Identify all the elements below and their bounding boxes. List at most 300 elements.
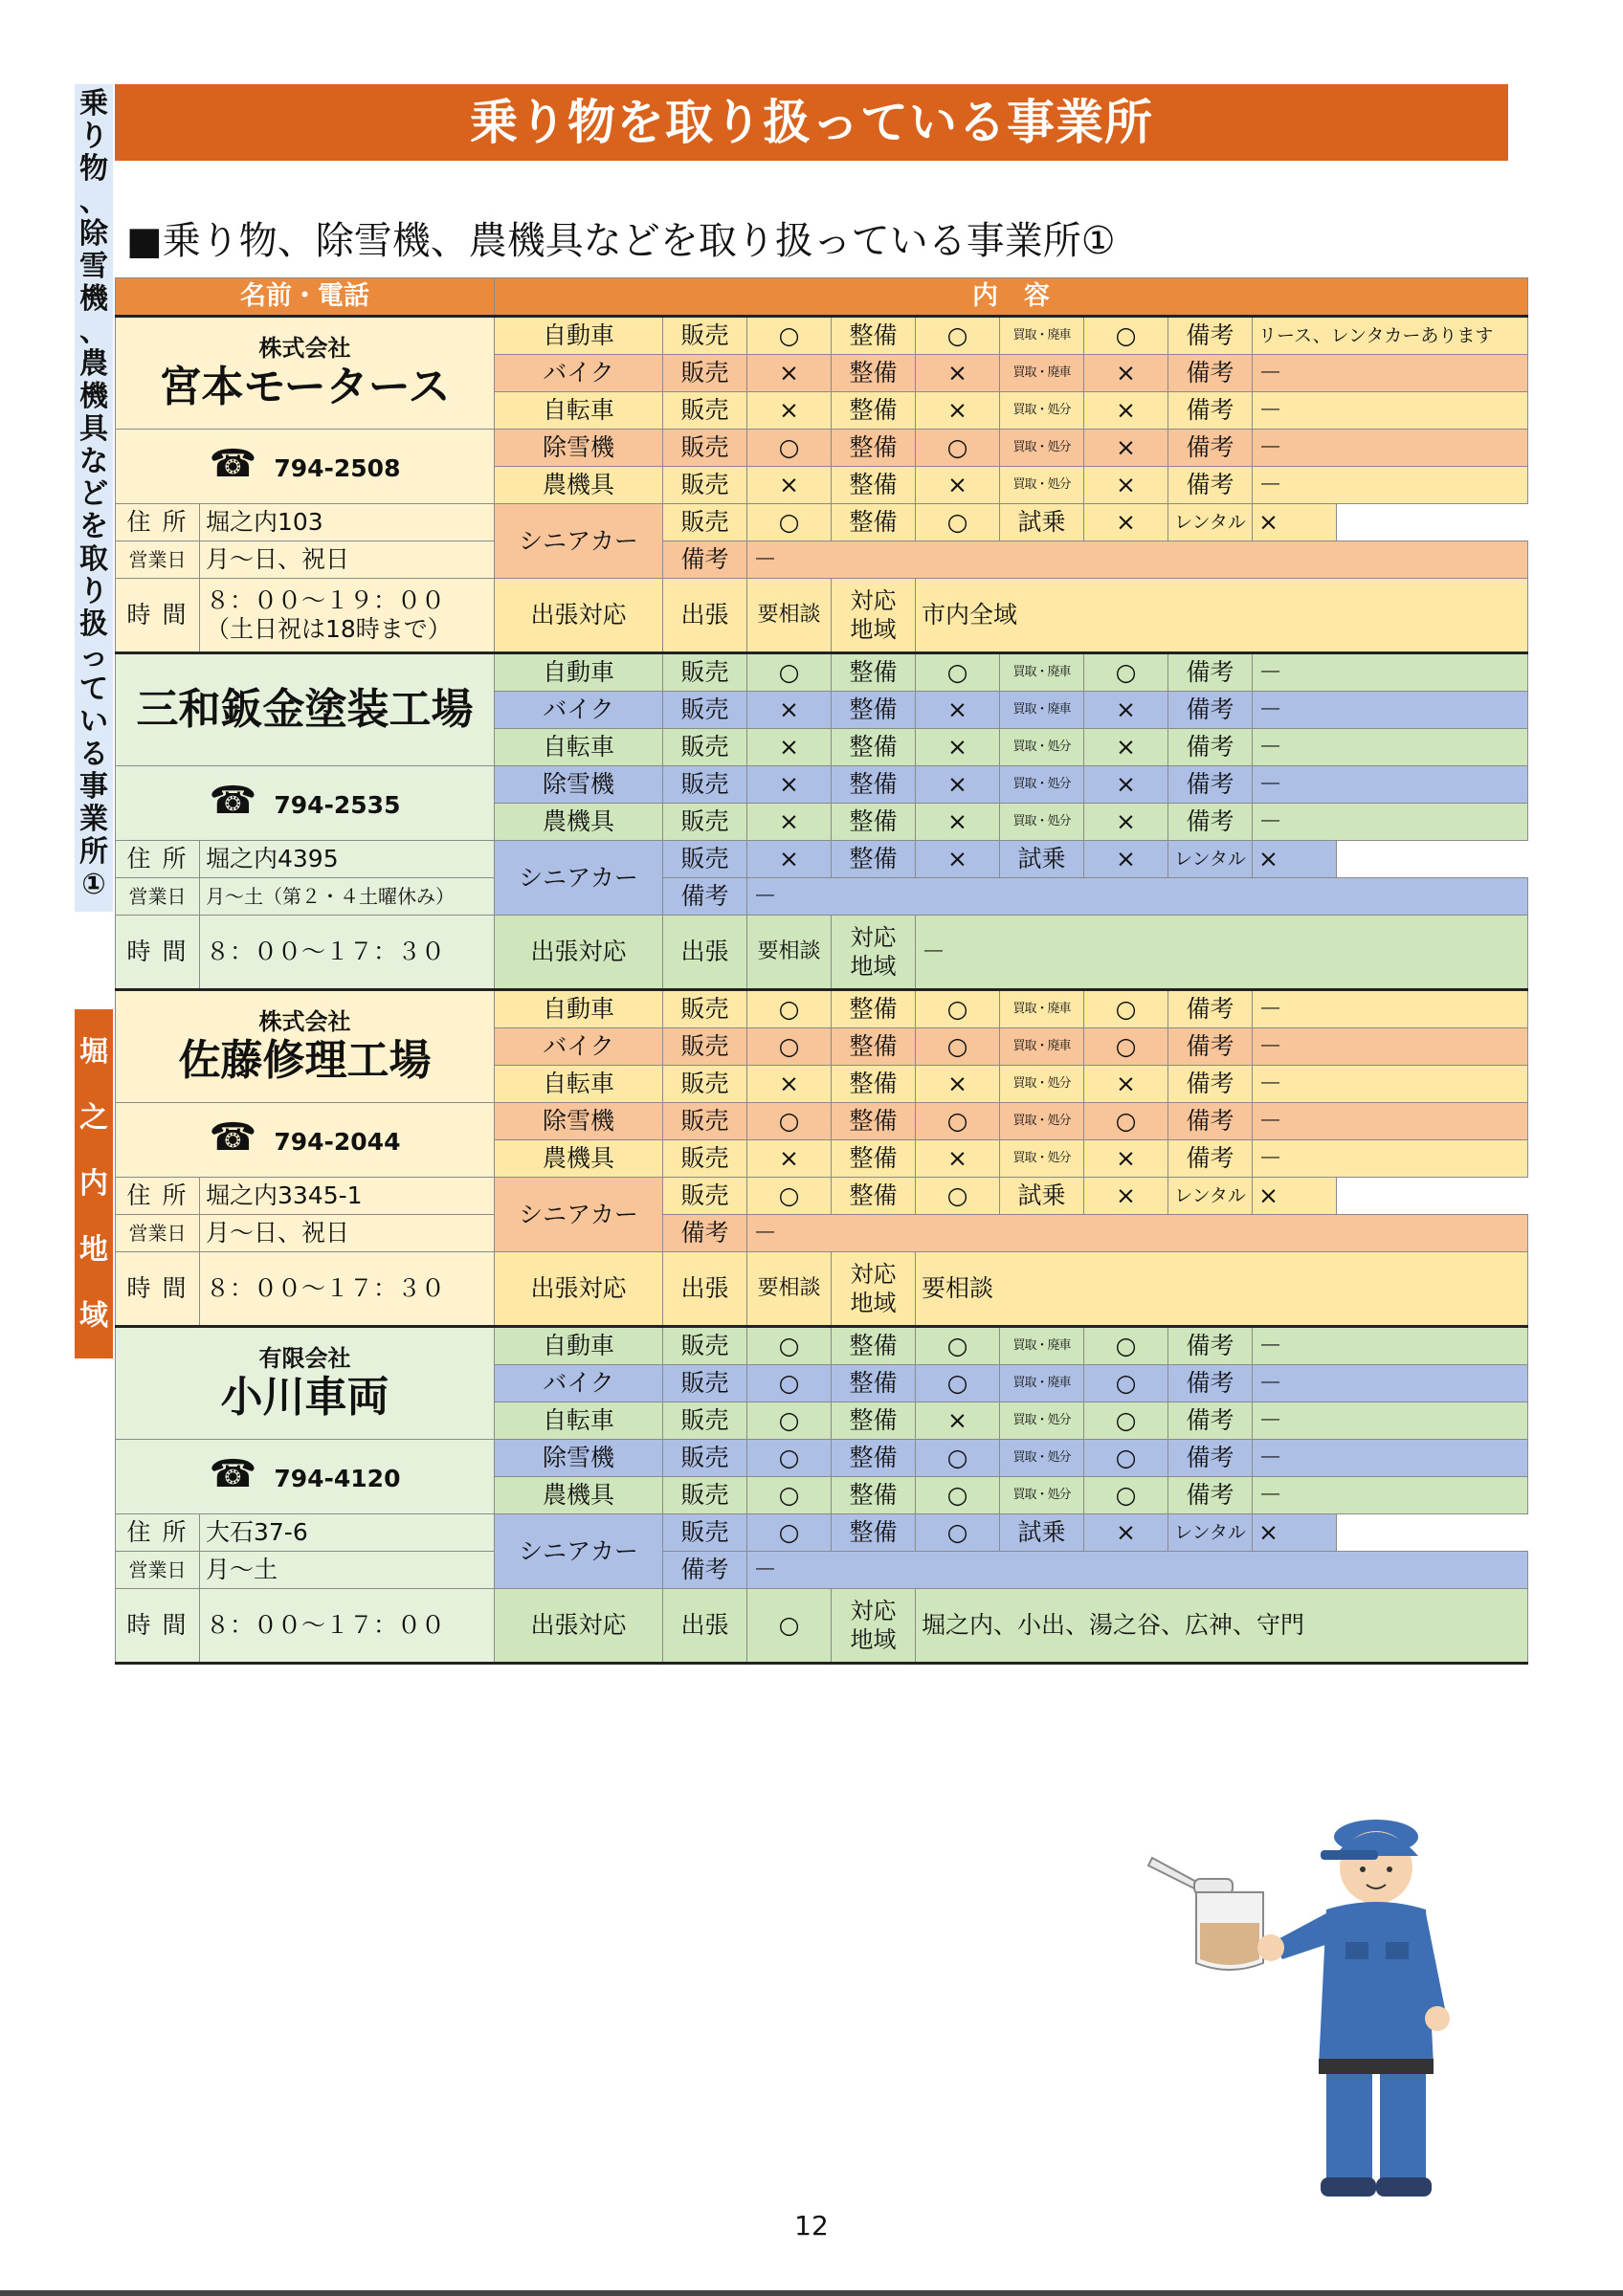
senior-notes-value: － <box>747 878 1528 916</box>
buy-value: ○ <box>1084 1327 1168 1365</box>
address-label: 住 所 <box>116 504 200 541</box>
sale-value: ○ <box>747 1440 832 1477</box>
notes-label: 備考 <box>1168 766 1253 804</box>
hours-cell <box>200 916 495 990</box>
address-value: 大石37-6 <box>200 1514 495 1552</box>
repair-value: ○ <box>916 317 1000 355</box>
rental-label: レンタル <box>1168 1514 1253 1552</box>
days-label: 営業日 <box>116 1215 200 1252</box>
trip-label: 出張 <box>663 1252 747 1327</box>
repair-value: × <box>916 392 1000 430</box>
buy-label: 買取・廃車 <box>1000 692 1084 729</box>
notes-label: 備考 <box>1168 1402 1253 1440</box>
rental-label: レンタル <box>1168 1178 1253 1215</box>
buy-label: 買取・処分 <box>1000 1440 1084 1477</box>
sale-label: 販売 <box>663 990 747 1028</box>
senior-notes-value: － <box>747 1215 1528 1252</box>
sale-label: 販売 <box>663 1514 747 1552</box>
days-label: 営業日 <box>116 1552 200 1589</box>
notes-value: － <box>1253 692 1528 729</box>
side-label-char: 機 <box>79 380 108 413</box>
repair-label: 整備 <box>832 1140 916 1178</box>
company-phone: 794-2508 <box>274 454 401 482</box>
repair-label: 整備 <box>832 1402 916 1440</box>
senior-rental-value: × <box>1253 1178 1337 1215</box>
company-name-cell <box>116 990 495 1103</box>
repair-label: 整備 <box>832 1028 916 1066</box>
sale-label: 販売 <box>663 1402 747 1440</box>
sale-label: 販売 <box>663 804 747 841</box>
senior-repair-value: ○ <box>916 1514 1000 1552</box>
area-label <box>832 916 916 990</box>
buy-label: 買取・処分 <box>1000 766 1084 804</box>
notes-label: 備考 <box>663 1215 747 1252</box>
repair-value: × <box>916 467 1000 504</box>
oil-can-icon <box>1148 1858 1263 1970</box>
sale-label: 販売 <box>663 1440 747 1477</box>
senior-sale-value: × <box>747 841 832 878</box>
area-label-line: 対応 <box>850 1598 897 1624</box>
notes-value: － <box>1253 990 1528 1028</box>
side-label-char: い <box>79 705 108 739</box>
hours-value: ８：００～１７：３０ <box>206 1274 446 1302</box>
area-label-line: 地域 <box>850 616 897 643</box>
trip-value: 要相談 <box>747 1252 832 1327</box>
senior-repair-value: ○ <box>916 1178 1000 1215</box>
sale-value: × <box>747 692 832 729</box>
trip-value: 要相談 <box>747 916 832 990</box>
buy-value: ○ <box>1084 1028 1168 1066</box>
notes-value: － <box>1253 1402 1528 1440</box>
repair-label: 整備 <box>832 990 916 1028</box>
phone-icon: ☎ <box>209 442 257 486</box>
notes-value: － <box>1253 1477 1528 1514</box>
trip-value: 要相談 <box>747 579 832 653</box>
hours-label: 時 間 <box>116 579 200 653</box>
area-label <box>832 1252 916 1327</box>
buy-value: × <box>1084 729 1168 766</box>
notes-label: 備考 <box>1168 1477 1253 1514</box>
address-label: 住 所 <box>116 1514 200 1552</box>
buy-value: ○ <box>1084 1440 1168 1477</box>
sale-label: 販売 <box>663 729 747 766</box>
side-label-char: 域 <box>79 1298 108 1333</box>
buy-label: 買取・処分 <box>1000 729 1084 766</box>
senior-sale-value: ○ <box>747 504 832 541</box>
buy-label: 買取・処分 <box>1000 1103 1084 1140</box>
repair-label: 整備 <box>832 692 916 729</box>
category-label: 農機具 <box>495 467 663 504</box>
repair-label: 整備 <box>832 1103 916 1140</box>
area-label <box>832 1589 916 1664</box>
area-label-line: 対応 <box>850 587 897 614</box>
category-label: 自動車 <box>495 1327 663 1365</box>
category-label: 自動車 <box>495 990 663 1028</box>
sale-value: ○ <box>747 1365 832 1402</box>
area-value: － <box>916 916 1528 990</box>
category-label: 除雪機 <box>495 766 663 804</box>
repair-value: ○ <box>916 653 1000 692</box>
company-name-cell <box>116 1327 495 1440</box>
area-value: 堀之内、小出、湯之谷、広神、守門 <box>916 1589 1528 1664</box>
senior-car-label: シニアカー <box>495 841 663 916</box>
repair-value: × <box>916 1066 1000 1103</box>
company-corp-type: 有限会社 <box>258 1345 351 1372</box>
buy-value: × <box>1084 392 1168 430</box>
senior-car-label: シニアカー <box>495 1514 663 1589</box>
buy-value: ○ <box>1084 1103 1168 1140</box>
sale-label: 販売 <box>663 1365 747 1402</box>
buy-value: × <box>1084 1140 1168 1178</box>
test-ride-label: 試乗 <box>1000 841 1084 878</box>
notes-label: 備考 <box>1168 355 1253 392</box>
table-row <box>116 878 1528 916</box>
side-label-char: 所 <box>79 835 108 869</box>
sale-label: 販売 <box>663 1477 747 1514</box>
table-row <box>116 1103 1528 1140</box>
company-phone-cell <box>116 1103 495 1178</box>
sale-label: 販売 <box>663 317 747 355</box>
test-ride-label: 試乗 <box>1000 1514 1084 1552</box>
repair-value: ○ <box>916 1477 1000 1514</box>
buy-label: 買取・廃車 <box>1000 1365 1084 1402</box>
buy-value: × <box>1084 355 1168 392</box>
table-row <box>116 504 1528 541</box>
category-label: バイク <box>495 692 663 729</box>
address-value: 堀之内4395 <box>200 841 495 878</box>
notes-label: 備考 <box>1168 392 1253 430</box>
notes-label: 備考 <box>1168 317 1253 355</box>
notes-value: － <box>1253 1327 1528 1365</box>
phone-icon: ☎ <box>209 1115 257 1159</box>
repair-label: 整備 <box>832 1477 916 1514</box>
side-label-bottom <box>75 1009 113 1358</box>
notes-label: 備考 <box>1168 1066 1253 1103</box>
sale-value: ○ <box>747 990 832 1028</box>
category-label: バイク <box>495 1028 663 1066</box>
company-phone-cell <box>116 766 495 841</box>
days-label: 営業日 <box>116 541 200 579</box>
sale-label: 販売 <box>663 1140 747 1178</box>
senior-test-value: × <box>1084 1514 1168 1552</box>
side-label-char: を <box>79 510 108 543</box>
page-number: 12 <box>794 2210 829 2241</box>
side-label-char: 取 <box>79 542 108 576</box>
repair-value: × <box>916 804 1000 841</box>
sale-label: 販売 <box>663 355 747 392</box>
hours-cell <box>200 1589 495 1664</box>
repair-label: 整備 <box>832 467 916 504</box>
notes-value: － <box>1253 355 1528 392</box>
area-label-line: 対応 <box>850 924 897 951</box>
sale-value: × <box>747 392 832 430</box>
header-content: 内 容 <box>495 278 1528 317</box>
side-label-char: 事 <box>79 770 108 804</box>
table-row <box>116 541 1528 579</box>
trip-label: 出張 <box>663 579 747 653</box>
company-name-cell <box>116 653 495 766</box>
address-value: 堀之内103 <box>200 504 495 541</box>
address-value: 堀之内3345-1 <box>200 1178 495 1215</box>
notes-label: 備考 <box>1168 804 1253 841</box>
address-label: 住 所 <box>116 1178 200 1215</box>
buy-label: 買取・廃車 <box>1000 990 1084 1028</box>
sale-value: ○ <box>747 1402 832 1440</box>
sale-label: 販売 <box>663 1327 747 1365</box>
senior-car-label: シニアカー <box>495 504 663 579</box>
repair-value: ○ <box>916 1103 1000 1140</box>
test-ride-label: 試乗 <box>1000 1178 1084 1215</box>
category-label: 自動車 <box>495 317 663 355</box>
buy-value: ○ <box>1084 1365 1168 1402</box>
notes-value: － <box>1253 1440 1528 1477</box>
notes-value: － <box>1253 430 1528 467</box>
senior-car-label: シニアカー <box>495 1178 663 1252</box>
category-label: 農機具 <box>495 1140 663 1178</box>
repair-label: 整備 <box>832 1178 916 1215</box>
notes-value: － <box>1253 804 1528 841</box>
side-label-char: な <box>79 445 108 478</box>
hours-cell <box>200 579 495 653</box>
table-row <box>116 1327 1528 1365</box>
business-table <box>115 277 1528 1665</box>
repair-value: × <box>916 729 1000 766</box>
side-label-char: 物 <box>79 152 108 186</box>
repair-value: ○ <box>916 1440 1000 1477</box>
sale-value: ○ <box>747 430 832 467</box>
company-phone-cell <box>116 1440 495 1514</box>
table-row <box>116 430 1528 467</box>
repair-value: × <box>916 1402 1000 1440</box>
buy-label: 買取・処分 <box>1000 1402 1084 1440</box>
side-label-char: 堀 <box>79 1034 108 1069</box>
senior-notes-value: － <box>747 1552 1528 1589</box>
sale-label: 販売 <box>663 1103 747 1140</box>
repair-label: 整備 <box>832 504 916 541</box>
table-row <box>116 1589 1528 1664</box>
notes-label: 備考 <box>1168 1140 1253 1178</box>
repair-value: ○ <box>916 430 1000 467</box>
company-phone: 794-2044 <box>274 1128 401 1156</box>
sale-value: × <box>747 766 832 804</box>
senior-rental-value: × <box>1253 841 1337 878</box>
company-name: 佐藤修理工場 <box>178 1036 432 1085</box>
visit-label: 出張対応 <box>495 1252 663 1327</box>
repair-value: × <box>916 1140 1000 1178</box>
buy-label: 買取・処分 <box>1000 1140 1084 1178</box>
repair-label: 整備 <box>832 1066 916 1103</box>
notes-value: － <box>1253 467 1528 504</box>
days-value: 月～土（第２・４土曜休み） <box>200 878 495 916</box>
hours-cell <box>200 1252 495 1327</box>
notes-label: 備考 <box>1168 1103 1253 1140</box>
senior-notes-value: － <box>747 541 1528 579</box>
category-label: 自動車 <box>495 653 663 692</box>
side-label-char: り <box>79 120 108 153</box>
side-label-char: 内 <box>79 1166 108 1201</box>
days-value: 月～日、祝日 <box>200 541 495 579</box>
test-ride-label: 試乗 <box>1000 504 1084 541</box>
side-label-char: 扱 <box>79 607 108 641</box>
sale-value: ○ <box>747 653 832 692</box>
repair-value: ○ <box>916 990 1000 1028</box>
senior-rental-value: × <box>1253 504 1337 541</box>
buy-value: × <box>1084 467 1168 504</box>
area-value: 要相談 <box>916 1252 1528 1327</box>
side-label-char: り <box>79 575 108 608</box>
area-label-line: 対応 <box>850 1261 897 1288</box>
area-label-line: 地域 <box>850 953 897 980</box>
section-subtitle: ■乗り物、除雪機、農機具などを取り扱っている事業所① <box>126 219 1116 263</box>
bottom-rule <box>0 2290 1623 2296</box>
trip-value: ○ <box>747 1589 832 1664</box>
category-label: 除雪機 <box>495 1440 663 1477</box>
category-label: バイク <box>495 1365 663 1402</box>
company-name: 三和鈑金塗装工場 <box>136 685 474 734</box>
repair-label: 整備 <box>832 766 916 804</box>
table-row <box>116 317 1528 355</box>
table-row <box>116 1514 1528 1552</box>
company-corp-type: 株式会社 <box>258 335 351 362</box>
company-corp-type: 株式会社 <box>258 1008 351 1035</box>
sale-value: ○ <box>747 1028 832 1066</box>
side-label-char: て <box>79 673 108 706</box>
address-label: 住 所 <box>116 841 200 878</box>
side-label-char: 、 <box>79 185 108 218</box>
sale-value: × <box>747 1140 832 1178</box>
senior-sale-value: ○ <box>747 1514 832 1552</box>
sale-value: ○ <box>747 1477 832 1514</box>
sale-label: 販売 <box>663 1178 747 1215</box>
notes-label: 備考 <box>1168 653 1253 692</box>
sale-label: 販売 <box>663 1028 747 1066</box>
phone-icon: ☎ <box>209 779 257 823</box>
buy-value: × <box>1084 1066 1168 1103</box>
buy-value: ○ <box>1084 1477 1168 1514</box>
side-label-char: ① <box>81 868 106 901</box>
notes-label: 備考 <box>1168 1028 1253 1066</box>
rental-label: レンタル <box>1168 504 1253 541</box>
side-label-top <box>75 84 113 912</box>
company-name: 宮本モータース <box>159 363 451 411</box>
sale-label: 販売 <box>663 392 747 430</box>
hours-label: 時 間 <box>116 916 200 990</box>
area-label-line: 地域 <box>850 1626 897 1653</box>
repair-label: 整備 <box>832 653 916 692</box>
sale-value: × <box>747 355 832 392</box>
sale-label: 販売 <box>663 430 747 467</box>
visit-label: 出張対応 <box>495 916 663 990</box>
category-label: 自転車 <box>495 1402 663 1440</box>
days-value: 月～土 <box>200 1552 495 1589</box>
buy-value: ○ <box>1084 1402 1168 1440</box>
page-banner: 乗り物を取り扱っている事業所 <box>115 84 1508 161</box>
repair-label: 整備 <box>832 430 916 467</box>
company-phone: 794-4120 <box>274 1465 401 1492</box>
sale-value: × <box>747 804 832 841</box>
side-label-char: 業 <box>79 803 108 836</box>
side-label-char: ど <box>79 477 108 511</box>
notes-value: － <box>1253 1365 1528 1402</box>
notes-value: － <box>1253 653 1528 692</box>
buy-value: × <box>1084 804 1168 841</box>
table-row <box>116 653 1528 692</box>
sale-value: × <box>747 729 832 766</box>
repair-value: ○ <box>916 1365 1000 1402</box>
table-row <box>116 579 1528 653</box>
buy-label: 買取・処分 <box>1000 430 1084 467</box>
notes-value: － <box>1253 1028 1528 1066</box>
repair-value: ○ <box>916 1028 1000 1066</box>
buy-value: ○ <box>1084 990 1168 1028</box>
side-label-char: 農 <box>79 347 108 381</box>
hours-value: ８：００～１７：００ <box>206 1611 446 1639</box>
area-label-line: 地域 <box>850 1290 897 1316</box>
senior-test-value: × <box>1084 1178 1168 1215</box>
buy-label: 買取・廃車 <box>1000 1327 1084 1365</box>
company-name: 小川車両 <box>220 1373 389 1422</box>
senior-repair-value: ○ <box>916 504 1000 541</box>
table-header <box>116 278 1528 317</box>
notes-label: 備考 <box>1168 1440 1253 1477</box>
notes-value: － <box>1253 392 1528 430</box>
sale-value: ○ <box>747 317 832 355</box>
side-label-char: 雪 <box>79 250 108 283</box>
sale-value: ○ <box>747 1103 832 1140</box>
table-row <box>116 1252 1528 1327</box>
repair-value: × <box>916 692 1000 729</box>
category-label: バイク <box>495 355 663 392</box>
side-label-char: っ <box>79 640 108 673</box>
side-label-char: 機 <box>79 282 108 316</box>
senior-sale-value: ○ <box>747 1178 832 1215</box>
days-label: 営業日 <box>116 878 200 916</box>
buy-value: × <box>1084 766 1168 804</box>
senior-repair-value: × <box>916 841 1000 878</box>
repair-label: 整備 <box>832 1440 916 1477</box>
repair-label: 整備 <box>832 317 916 355</box>
sale-value: × <box>747 467 832 504</box>
table-row <box>116 990 1528 1028</box>
notes-label: 備考 <box>1168 430 1253 467</box>
sale-value: ○ <box>747 1327 832 1365</box>
buy-label: 買取・処分 <box>1000 804 1084 841</box>
notes-label: 備考 <box>1168 990 1253 1028</box>
buy-label: 買取・廃車 <box>1000 355 1084 392</box>
table-row <box>116 1440 1528 1477</box>
mechanic-illustration <box>1129 1799 1455 2210</box>
hours-label: 時 間 <box>116 1589 200 1664</box>
notes-label: 備考 <box>1168 1327 1253 1365</box>
category-label: 農機具 <box>495 1477 663 1514</box>
rental-label: レンタル <box>1168 841 1253 878</box>
notes-value: － <box>1253 766 1528 804</box>
repair-label: 整備 <box>832 841 916 878</box>
side-label-char: 地 <box>79 1232 108 1267</box>
visit-label: 出張対応 <box>495 1589 663 1664</box>
repair-label: 整備 <box>832 1514 916 1552</box>
buy-label: 買取・廃車 <box>1000 653 1084 692</box>
repair-label: 整備 <box>832 729 916 766</box>
days-value: 月～日、祝日 <box>200 1215 495 1252</box>
area-value: 市内全域 <box>916 579 1528 653</box>
hours-label: 時 間 <box>116 1252 200 1327</box>
category-label: 自転車 <box>495 392 663 430</box>
repair-label: 整備 <box>832 804 916 841</box>
sale-label: 販売 <box>663 504 747 541</box>
side-label-char: 、 <box>79 315 108 348</box>
category-label: 自転車 <box>495 729 663 766</box>
